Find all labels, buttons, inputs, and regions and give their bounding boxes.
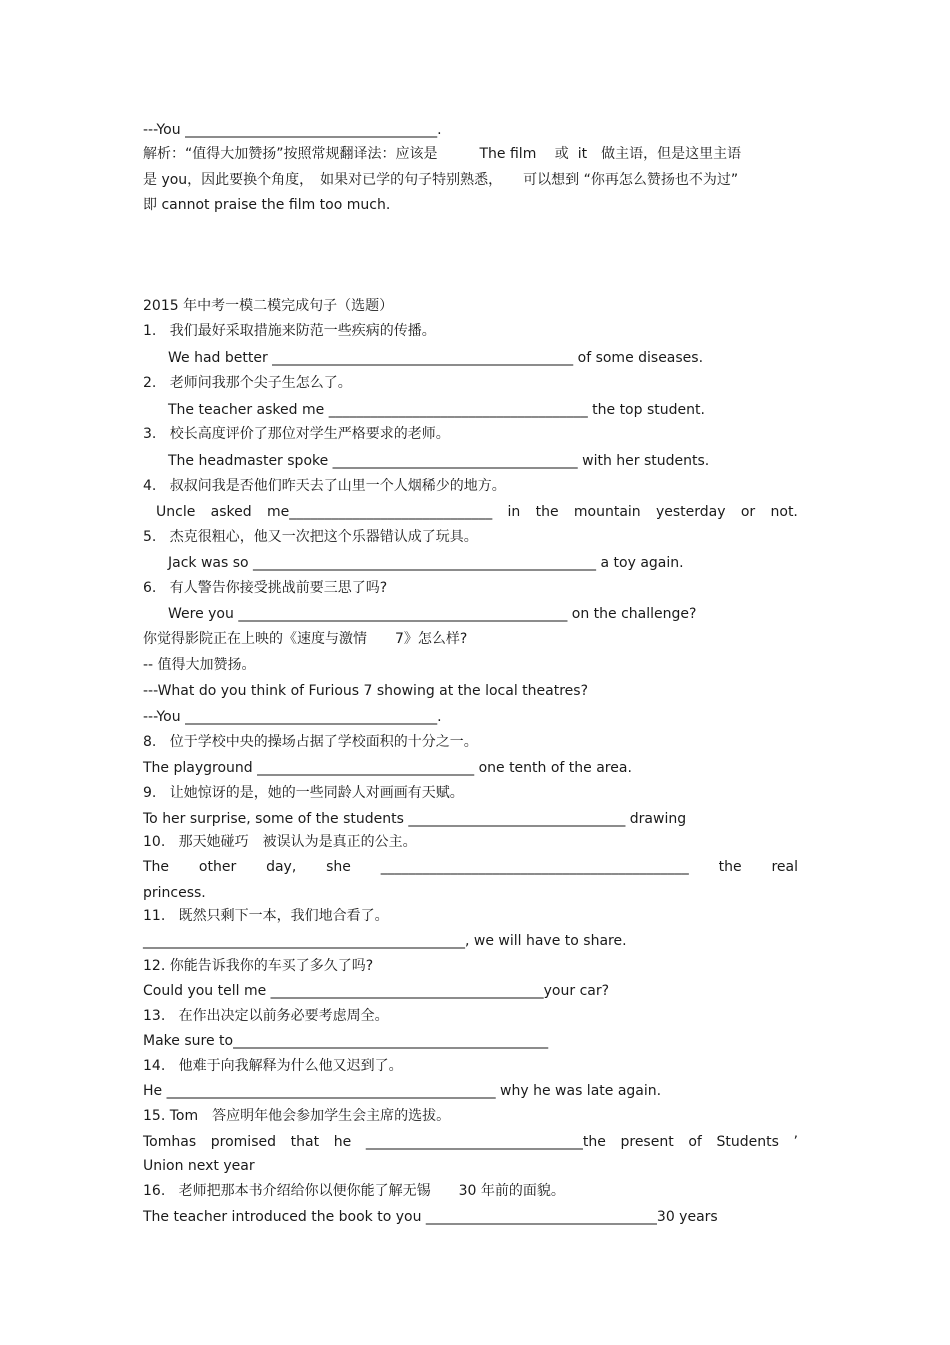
answer-15: Tomhas promised that he _______________________________the present of Students ’ — [143, 1134, 798, 1150]
question-7-reply: -- 值得大加赞扬。 — [143, 657, 256, 673]
question-5: 5. 杰克很粗心，他又一次把这个乐器错认成了玩具。 — [143, 529, 478, 545]
question-1: 1. 我们最好采取措施来防范一些疾病的传播。 — [143, 323, 436, 339]
question-6: 6. 有人警告你接受挑战前要三思了吗? — [143, 580, 388, 596]
section-title: 2015 年中考一模二模完成句子（选题） — [143, 298, 394, 314]
answer-2: The teacher asked me _____________________________________ the top student. — [168, 402, 705, 418]
answer-6: Were you _______________________________________________ on the challenge? — [168, 606, 697, 622]
question-14: 14. 他难于向我解释为什么他又迟到了。 — [143, 1058, 403, 1074]
question-12: 12. 你能告诉我你的车买了多久了吗? — [143, 958, 374, 974]
answer-7: ---You ____________________________________. — [143, 709, 442, 725]
analysis-line-1: 解析：“值得大加赞扬”按照常规翻译法：应该是 The film 或 it 做主语，但是这里主语 — [143, 146, 742, 162]
question-7-english: ---What do you think of Furious 7 showing at the local theatres? — [143, 683, 588, 699]
answer-13: Make sure to_____________________________________________ — [143, 1033, 549, 1049]
answer-15-cont: Union next year — [143, 1158, 255, 1174]
question-4: 4. 叔叔问我是否他们昨天去了山里一个人烟稀少的地方。 — [143, 478, 506, 494]
answer-12: Could you tell me _______________________________________your car? — [143, 983, 610, 999]
question-8: 8. 位于学校中央的操场占据了学校面积的十分之一。 — [143, 734, 478, 750]
answer-16: The teacher introduced the book to you _________________________________30 years — [143, 1209, 718, 1225]
question-11: 11. 既然只剩下一本，我们地合看了。 — [143, 908, 389, 924]
answer-1: We had better ___________________________________________ of some diseases. — [168, 350, 704, 366]
question-2: 2. 老师问我那个尖子生怎么了。 — [143, 375, 352, 391]
question-9: 9. 让她惊讶的是，她的一些同龄人对画画有天赋。 — [143, 785, 464, 801]
answer-4: Uncle asked me_____________________________ in the mountain yesterday or not. — [156, 504, 798, 520]
answer-8: The playground _______________________________ one tenth of the area. — [143, 760, 632, 776]
answer-3: The headmaster spoke ___________________________________ with her students. — [168, 453, 710, 469]
answer-9: To her surprise, some of the students _______________________________ drawing — [143, 811, 687, 827]
answer-14: He _______________________________________________ why he was late again. — [143, 1083, 662, 1099]
question-13: 13. 在作出决定以前务必要考虑周全。 — [143, 1008, 389, 1024]
analysis-line-3: 即 cannot praise the film too much. — [143, 197, 391, 213]
analysis-line-2: 是 you，因此要换个角度， 如果对已学的句子特别熟悉， 可以想到 “你再怎么赞扬也不为过” — [143, 172, 739, 188]
question-7: 你觉得影院正在上映的《速度与激情 7》怎么样? — [143, 631, 468, 647]
answer-line-top: ---You ____________________________________. — [143, 122, 442, 138]
answer-5: Jack was so _________________________________________________ a toy again. — [168, 555, 684, 571]
answer-11: ______________________________________________, we will have to share. — [143, 933, 627, 949]
question-3: 3. 校长高度评价了那位对学生严格要求的老师。 — [143, 426, 450, 442]
answer-10: The other day, she ____________________________________________ the real — [143, 859, 798, 875]
question-10: 10. 那天她碰巧 被误认为是真正的公主。 — [143, 834, 417, 850]
question-16: 16. 老师把那本书介绍给你以便你能了解无锡 30 年前的面貌。 — [143, 1183, 565, 1199]
answer-10-cont: princess. — [143, 885, 206, 901]
question-15: 15. Tom 答应明年他会参加学生会主席的选拔。 — [143, 1108, 451, 1124]
